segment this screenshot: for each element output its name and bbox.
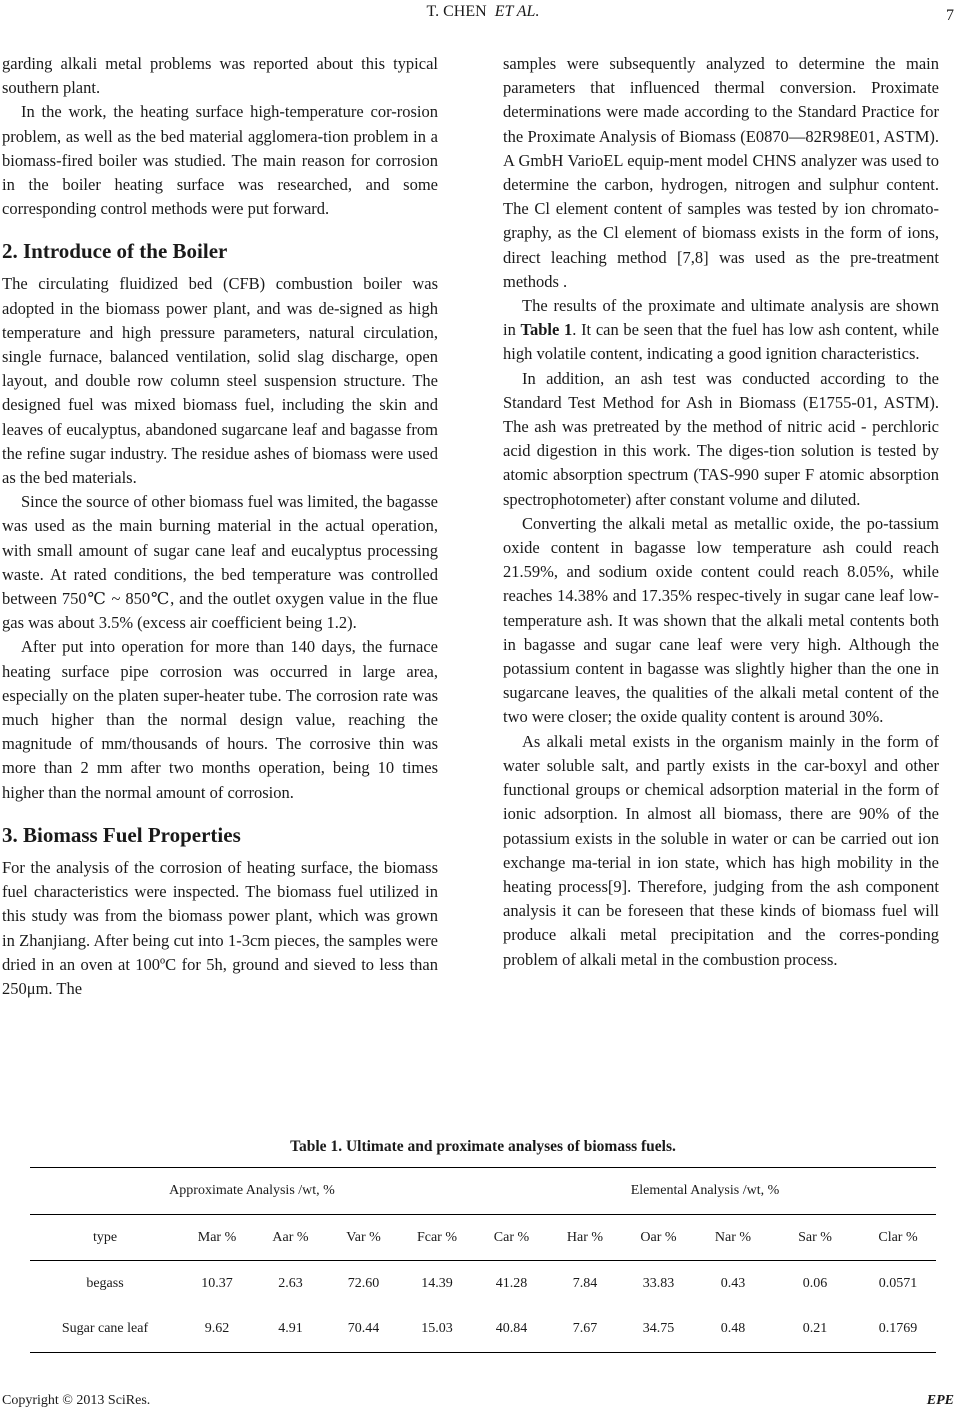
column-header: Car % xyxy=(474,1215,549,1261)
column-header: Aar % xyxy=(254,1215,327,1261)
table-cell: 2.63 xyxy=(278,1275,303,1291)
paragraph: samples were subsequently analyzed to determine the main parameters that influenced thermal conversion. Proximate determinations were made according to the Standard Practice for the Proximate Analysis of Biomass (E0870—82R98E01, ASTM). A GmbH VarioEL equip-ment model CHNS analyzer was used to determine the carbon, hydrogen, nitrogen and sulphur content. The Cl element content of samples was tested by ion chromato-graphy, as the Cl element of biomass exists in the form of ions, direct leaching method [7,8] was used as the pre-treatment methods . xyxy=(503,54,939,291)
table-cell: 72.60 xyxy=(347,1275,380,1291)
section-heading-fuel-properties: 3. Biomass Fuel Properties xyxy=(2,822,241,847)
group-header-elemental: Elemental Analysis /wt, % xyxy=(474,1168,936,1215)
table-cell: 7.84 xyxy=(572,1275,598,1291)
et-al: ET AL. xyxy=(494,3,540,20)
table-cell: 40.84 xyxy=(474,1306,549,1353)
table-container xyxy=(30,1167,936,1353)
table-cell: 4.91 xyxy=(254,1306,327,1353)
table-cell: Sugar cane leaf xyxy=(30,1306,180,1353)
table-cell: 15.03 xyxy=(400,1306,474,1353)
paragraph: In addition, an ash test was conducted according to the Standard Test Method for Ash in Biomass (E1755-01, ASTM). The ash was pretreated by the method of nitric acid - perchloric acid digestion in this work. The diges-tion solution is tested by atomic absorption spectrum (TAS-990 super F atomic absorption spectrophotometer) after constant volume and diluted. xyxy=(503,368,939,509)
paragraph: For the analysis of the corrosion of heating surface, the biomass fuel characteristics were inspected. The biomass fuel utilized in this study was from the biomass power plant, which was grown in Zhanjiang. After being cut into 1-3cm pieces, the samples were dried in an oven at 100ºC for 5h, ground and sieved to less than 250μm. The xyxy=(2,857,438,998)
column-header: Var % xyxy=(327,1215,400,1261)
running-head xyxy=(0,3,966,21)
table-row xyxy=(30,1261,936,1307)
column-header: Mar % xyxy=(180,1215,254,1261)
table-group-header-row xyxy=(30,1168,936,1215)
author-name: T. CHEN xyxy=(426,3,487,20)
journal-abbreviation: EPE xyxy=(926,1393,954,1408)
column-header: Har % xyxy=(549,1215,621,1261)
column-header: Clar % xyxy=(860,1215,936,1261)
table-cell: begass xyxy=(86,1275,124,1291)
section-heading-boiler: 2. Introduce of the Boiler xyxy=(2,239,228,264)
page-number: 7 xyxy=(946,7,954,24)
table-cell: 0.43 xyxy=(720,1275,746,1291)
text-run: . It can be seen that the fuel has low ash content, while high volatile content, indicating a good ignition characteristics. xyxy=(503,320,939,364)
table-cell: 0.06 xyxy=(802,1275,828,1291)
copyright-notice: Copyright © 2013 SciRes. xyxy=(2,1393,151,1408)
table-cell: 14.39 xyxy=(421,1275,453,1291)
table-cell: 9.62 xyxy=(180,1306,254,1353)
column-header: Sar % xyxy=(770,1215,860,1261)
paragraph: Converting the alkali metal as metallic oxide, the po-tassium oxide content in bagasse low temperature ash could reach 21.59%, and sodium oxide content could reach 8.05%, while reaches 14.38% and 17.35% respec-tively in sugar cane leaf low-temperature ash. It was shown that the alkali metal contents both in bagasse and sugar cane leaf were very high. Although the potassium content in bagasse was slightly higher than the one in sugarcane leaves, the qualities of the alkali metal content of the two were closer; the oxide quality content is around 30%. xyxy=(503,513,939,727)
paragraph: As alkali metal exists in the organism mainly in the form of water soluble salt, and partly exists in the car-boxyl and other functional groups or chemical adsorption material in the form of ionic adsorption. In almost all biomass, there are 90% of the potassium exists in the soluble in water or can be carried out ion exchange ma-terial in ion state, which has high mobility in the heating process[9]. Therefore, judging from the ash component analysis it can be foreseen that these kinds of biomass fuel will produce alkali metal precipitation and the corres-ponding problem of alkali metal in the combustion process. xyxy=(503,731,939,969)
table-cell: 7.67 xyxy=(549,1306,621,1353)
paragraph xyxy=(503,294,939,367)
table-cell: 0.48 xyxy=(696,1306,770,1353)
table-cell: 0.21 xyxy=(770,1306,860,1353)
paragraph: After put into operation for more than 140 days, the furnace heating surface pipe corrosion was occurred in large area, especially on the platen super-heater tube. The corrosion rate was much higher than the normal design value, reaching the magnitude of mm/thousands of hours. The corrosive thin was more than 2 mm after two months operation, being 10 times higher than the normal amount of corrosion. xyxy=(2,637,438,802)
right-column xyxy=(503,52,939,972)
table-cell: 0.1769 xyxy=(860,1306,936,1353)
group-header-approximate: Approximate Analysis /wt, % xyxy=(30,1168,474,1215)
table-cell: 33.83 xyxy=(642,1275,675,1291)
table-row xyxy=(30,1306,936,1353)
page-header xyxy=(0,3,966,27)
column-header: type xyxy=(30,1215,180,1261)
paragraph: Since the source of other biomass fuel was limited, the bagasse was used as the main burning material in the actual operation, with small amount of sugar cane leaf and eucalyptus processing waste. At rated conditions, the bed temperature was controlled between 750℃ ~ 850℃, and the outlet oxygen value in the flue gas was about 3.5% (excess air coefficient being 1.2). xyxy=(2,492,438,633)
table-caption: Table 1. Ultimate and proximate analyses of biomass fuels. xyxy=(290,1138,676,1155)
paragraph: garding alkali metal problems was reported about this typical southern plant. xyxy=(2,54,438,98)
fuel-analysis-table xyxy=(30,1167,936,1353)
paragraph: In the work, the heating surface high-temperature cor-rosion problem, as well as the bed material agglomera-tion problem in a biomass-fired boiler was studied. The main reason for corrosion in the boiler heating surface was researched, and some corresponding control methods were put forward. xyxy=(2,102,438,219)
column-header: Fcar % xyxy=(400,1215,474,1261)
left-column xyxy=(2,52,438,1001)
table-cell: 0.0571 xyxy=(878,1275,918,1291)
table-cell: 41.28 xyxy=(495,1275,528,1291)
paragraph: The circulating fluidized bed (CFB) combustion boiler was adopted in the biomass power plant, and was de-signed as high temperature and high pressure parameters, natural circulation, single furnace, balanced ventilation, solid slag discharge, open layout, and double row column steel suspension structure. The designed fuel was mixed biomass fuel, including the skin and leaves of eucalyptus, abandoned sugarcane leaf and bagasse from the refine sugar industry. The residue ashes of biomass were used as the bed materials. xyxy=(2,274,438,488)
table-cell: 70.44 xyxy=(327,1306,400,1353)
column-header: Nar % xyxy=(696,1215,770,1261)
column-header: Oar % xyxy=(621,1215,696,1261)
table-cell: 10.37 xyxy=(201,1275,233,1291)
table-cell: 34.75 xyxy=(621,1306,696,1353)
table-header-row xyxy=(30,1215,936,1261)
text-run: The results of the proximate and ultimate analysis are shown in xyxy=(503,296,939,340)
table-reference-link: Table 1 xyxy=(520,320,573,340)
